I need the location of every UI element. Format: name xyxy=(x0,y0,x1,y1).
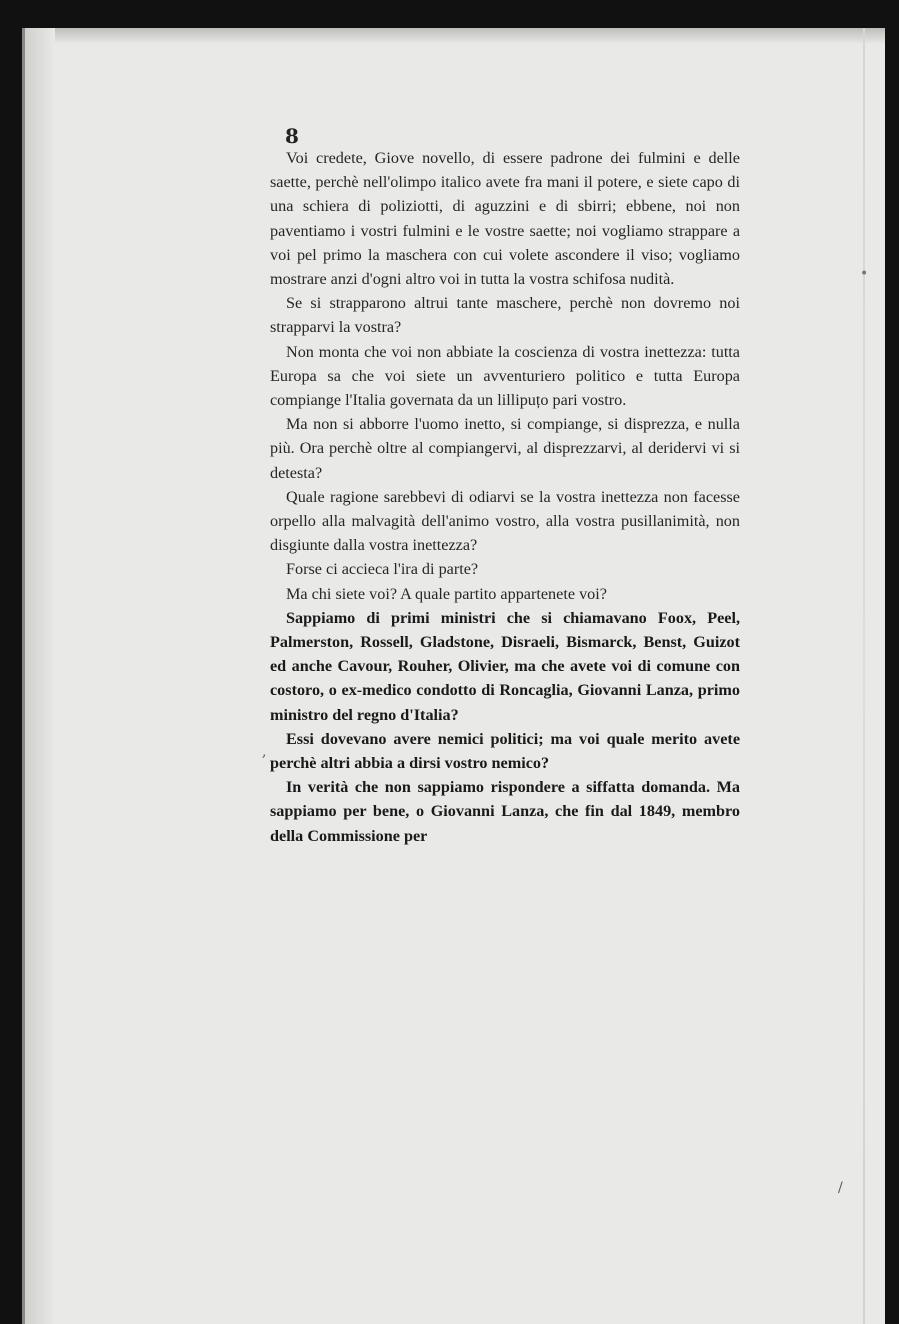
paragraph: Forse ci accieca l'ira di parte? xyxy=(286,560,479,579)
margin-tick-mark: , xyxy=(262,744,267,760)
margin-tick-mark: / xyxy=(838,1180,843,1196)
paragraph: Se si strapparono altrui tante maschere, perchè non dovremo noi strapparvi la vostra? xyxy=(270,294,740,337)
paragraph: Voi credete, Giove novello, di essere padrone dei fulmini e delle saette, perchè nell'olimpo italico avete fra mani il potere, e siete capo di una schiera di poliziotti, di aguzzini e di sbirri; ebbene, noi non paventiamo i vostri fulmini e le vostre saette; noi vogliamo strappare a voi pel primo la maschera con cui volete ascondere il viso; vogliamo mostrare anzi d'ogni altro voi in tutta la vostra schifosa nudità. xyxy=(270,149,740,289)
paragraph: Ma non si abborre l'uomo inetto, si compiange, si disprezza, e nulla più. Ora perchè oltre al compiangervi, al disprezzarvi, al deridervi vi si detesta? xyxy=(270,415,740,482)
paragraph: Ma chi siete voi? A quale partito appartenete voi? xyxy=(286,584,607,603)
paragraph: In verità che non sappiamo rispondere a siffatta domanda. Ma sappiamo per bene, o Giovanni Lanza, che fin dal 1849, membro della Commissione per xyxy=(270,778,740,845)
page-fold-line xyxy=(863,28,865,1324)
page-top-shadow xyxy=(25,28,885,44)
paragraph: Quale ragione sarebbevi di odiarvi se la vostra inettezza non facesse orpello alla malvagità dell'animo vostro, alla vostra pusillanimità, non disgiunte dalla vostra inettezza? xyxy=(270,487,740,555)
page-text xyxy=(270,146,740,848)
page-number: 8 xyxy=(285,124,299,148)
paragraph: Non monta che voi non abbiate la coscienza di vostra inettezza: tutta Europa sa che voi siete un avventuriero politico e tutta Europa compiange l'Italia governata da un lillipuțo pari vostro. xyxy=(270,342,740,410)
paragraph: Essi dovevano avere nemici politici; ma voi quale merito avete perchè altri abbia a dirsi vostro nemico? xyxy=(270,729,740,773)
paragraph: Sappiamo di primi ministri che si chiamavano Foox, Peel, Palmerston, Rossell, Gladstone, Disraeli, Bismarck, Benst, Guizot ed anche Cavour, Rouher, Olivier, ma che avete voi di comune con costoro, o ex-medico condotto di Roncaglia, Giovanni Lanza, primo ministro del regno d'Italia? xyxy=(270,608,740,724)
margin-blot-mark: • xyxy=(860,266,869,282)
page-binding-edge xyxy=(25,28,55,1324)
